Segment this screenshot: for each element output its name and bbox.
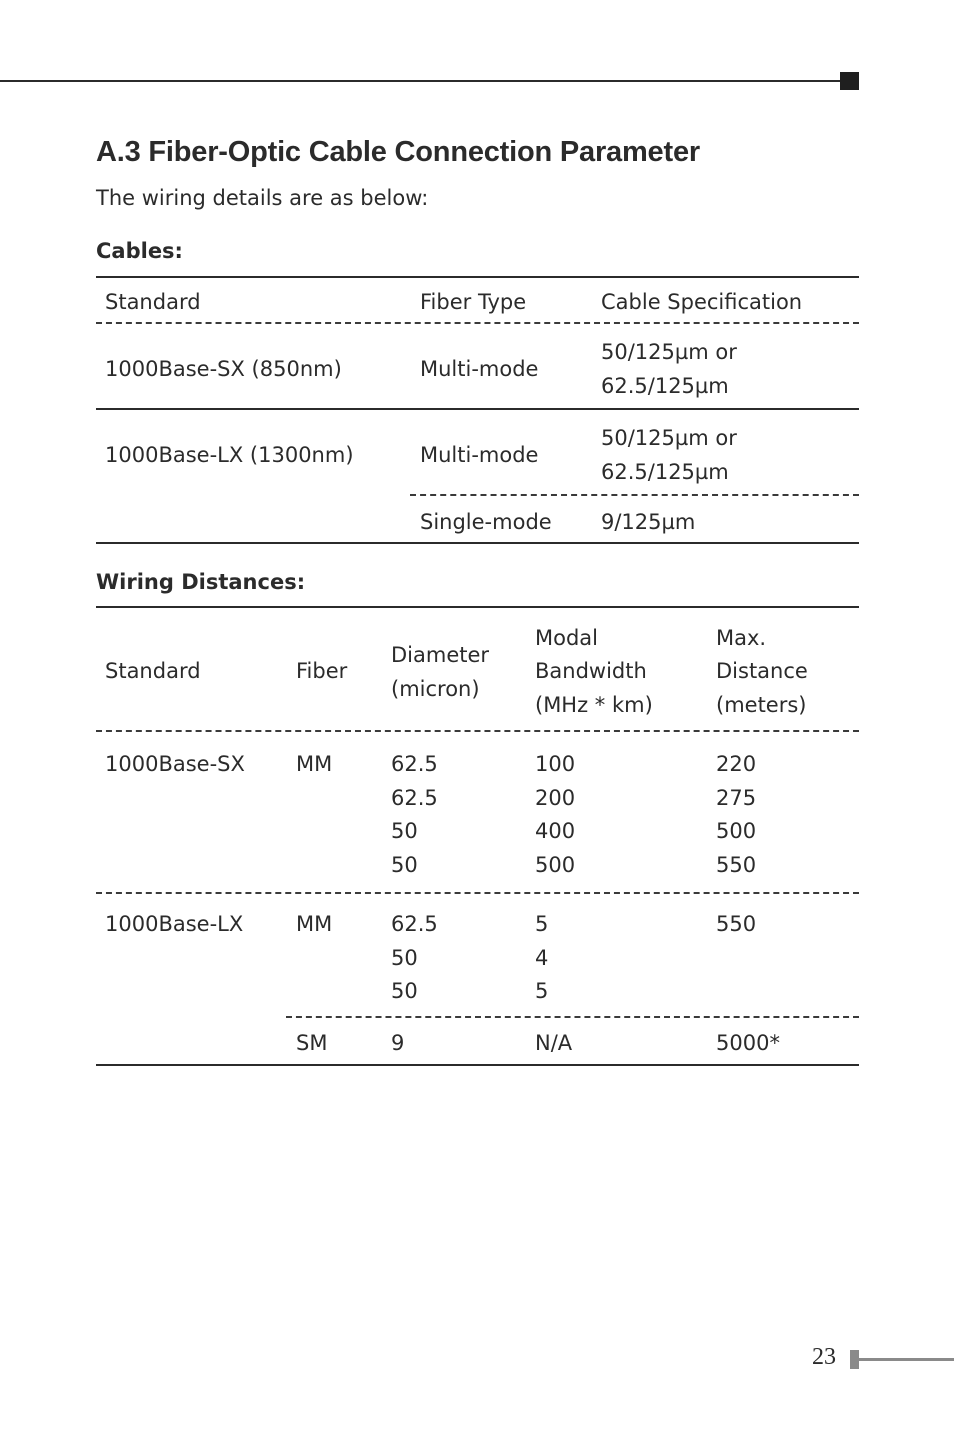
distances-sx-diameter: 50 — [391, 819, 418, 843]
cables-label: Cables: — [96, 239, 183, 263]
cables-lx-mm-spec-line1: 50/125µm or — [601, 426, 737, 450]
cables-lx-subdivider — [410, 494, 859, 496]
distances-header-fiber: Fiber — [296, 659, 348, 683]
distances-lx-sm-fiber: SM — [296, 1031, 328, 1055]
distances-header-bandwidth-line2: Bandwidth — [535, 659, 647, 683]
distances-sx-max-distance: 275 — [716, 786, 757, 810]
distances-lx-mm-bandwidth: 5 — [535, 912, 549, 936]
distances-lx-mm-max-distance: 550 — [716, 912, 757, 936]
distances-header-bandwidth-line1: Modal — [535, 626, 598, 650]
page-number: 23 — [812, 1344, 836, 1370]
distances-sx-diameter: 62.5 — [391, 786, 438, 810]
distances-lx-sm-bandwidth: N/A — [535, 1031, 573, 1055]
cables-header-divider — [96, 322, 859, 324]
distances-sx-diameter: 62.5 — [391, 752, 438, 776]
distances-sx-bandwidth: 400 — [535, 819, 576, 843]
distances-lx-sm-max-distance: 5000* — [716, 1031, 780, 1055]
distances-sx-fiber: MM — [296, 752, 333, 776]
distances-sx-diameter: 50 — [391, 853, 418, 877]
distances-header-divider — [96, 730, 859, 732]
distances-header-max-distance-line1: Max. — [716, 626, 767, 650]
cables-lx-sm-fiber-type: Single-mode — [420, 510, 552, 534]
footer-mark — [850, 1350, 859, 1369]
cables-header-standard: Standard — [105, 290, 201, 314]
cables-lx-mm-spec-line2: 62.5/125µm — [601, 460, 729, 484]
distances-lx-mm-bandwidth: 4 — [535, 946, 549, 970]
cables-sx-spec-line2: 62.5/125µm — [601, 374, 729, 398]
cables-sx-spec-line1: 50/125µm or — [601, 340, 737, 364]
distances-top-rule — [96, 606, 859, 608]
distances-lx-sm-diameter: 9 — [391, 1031, 405, 1055]
distances-lx-mm-diameter: 50 — [391, 946, 418, 970]
distances-sx-max-distance: 500 — [716, 819, 757, 843]
distances-lx-standard: 1000Base-LX — [105, 912, 244, 936]
cables-row-divider — [96, 408, 859, 410]
distances-lx-mm-diameter: 62.5 — [391, 912, 438, 936]
distances-sx-bandwidth: 200 — [535, 786, 576, 810]
footer-rule — [859, 1358, 954, 1361]
distances-bottom-rule — [96, 1064, 859, 1066]
wiring-distances-label: Wiring Distances: — [96, 570, 306, 594]
distances-sx-max-distance: 220 — [716, 752, 757, 776]
distances-sx-bandwidth: 500 — [535, 853, 576, 877]
header-rule — [0, 80, 842, 82]
distances-header-diameter-line2: (micron) — [391, 677, 480, 701]
distances-header-max-distance-line3: (meters) — [716, 693, 807, 717]
cables-lx-standard: 1000Base-LX (1300nm) — [105, 443, 354, 467]
distances-lx-mm-fiber: MM — [296, 912, 333, 936]
distances-sx-standard: 1000Base-SX — [105, 752, 245, 776]
distances-header-bandwidth-line3: (MHz * km) — [535, 693, 653, 717]
distances-lx-mm-diameter: 50 — [391, 979, 418, 1003]
distances-sx-bandwidth: 100 — [535, 752, 576, 776]
cables-sx-fiber-type: Multi-mode — [420, 357, 539, 381]
distances-lx-subdivider — [286, 1016, 859, 1018]
cables-header-cable-spec: Cable Specification — [601, 290, 803, 314]
distances-header-diameter-line1: Diameter — [391, 643, 490, 667]
cables-sx-standard: 1000Base-SX (850nm) — [105, 357, 342, 381]
cables-bottom-rule — [96, 542, 859, 544]
cables-header-fiber-type: Fiber Type — [420, 290, 527, 314]
cables-top-rule — [96, 276, 859, 278]
distances-sx-max-distance: 550 — [716, 853, 757, 877]
header-square-mark — [840, 72, 859, 90]
intro-text: The wiring details are as below: — [96, 186, 429, 210]
section-title: A.3 Fiber-Optic Cable Connection Parameter — [96, 136, 700, 168]
distances-header-max-distance-line2: Distance — [716, 659, 808, 683]
distances-header-standard: Standard — [105, 659, 201, 683]
distances-lx-mm-bandwidth: 5 — [535, 979, 549, 1003]
distances-row-divider — [96, 892, 859, 894]
cables-lx-sm-spec: 9/125µm — [601, 510, 696, 534]
cables-lx-mm-fiber-type: Multi-mode — [420, 443, 539, 467]
